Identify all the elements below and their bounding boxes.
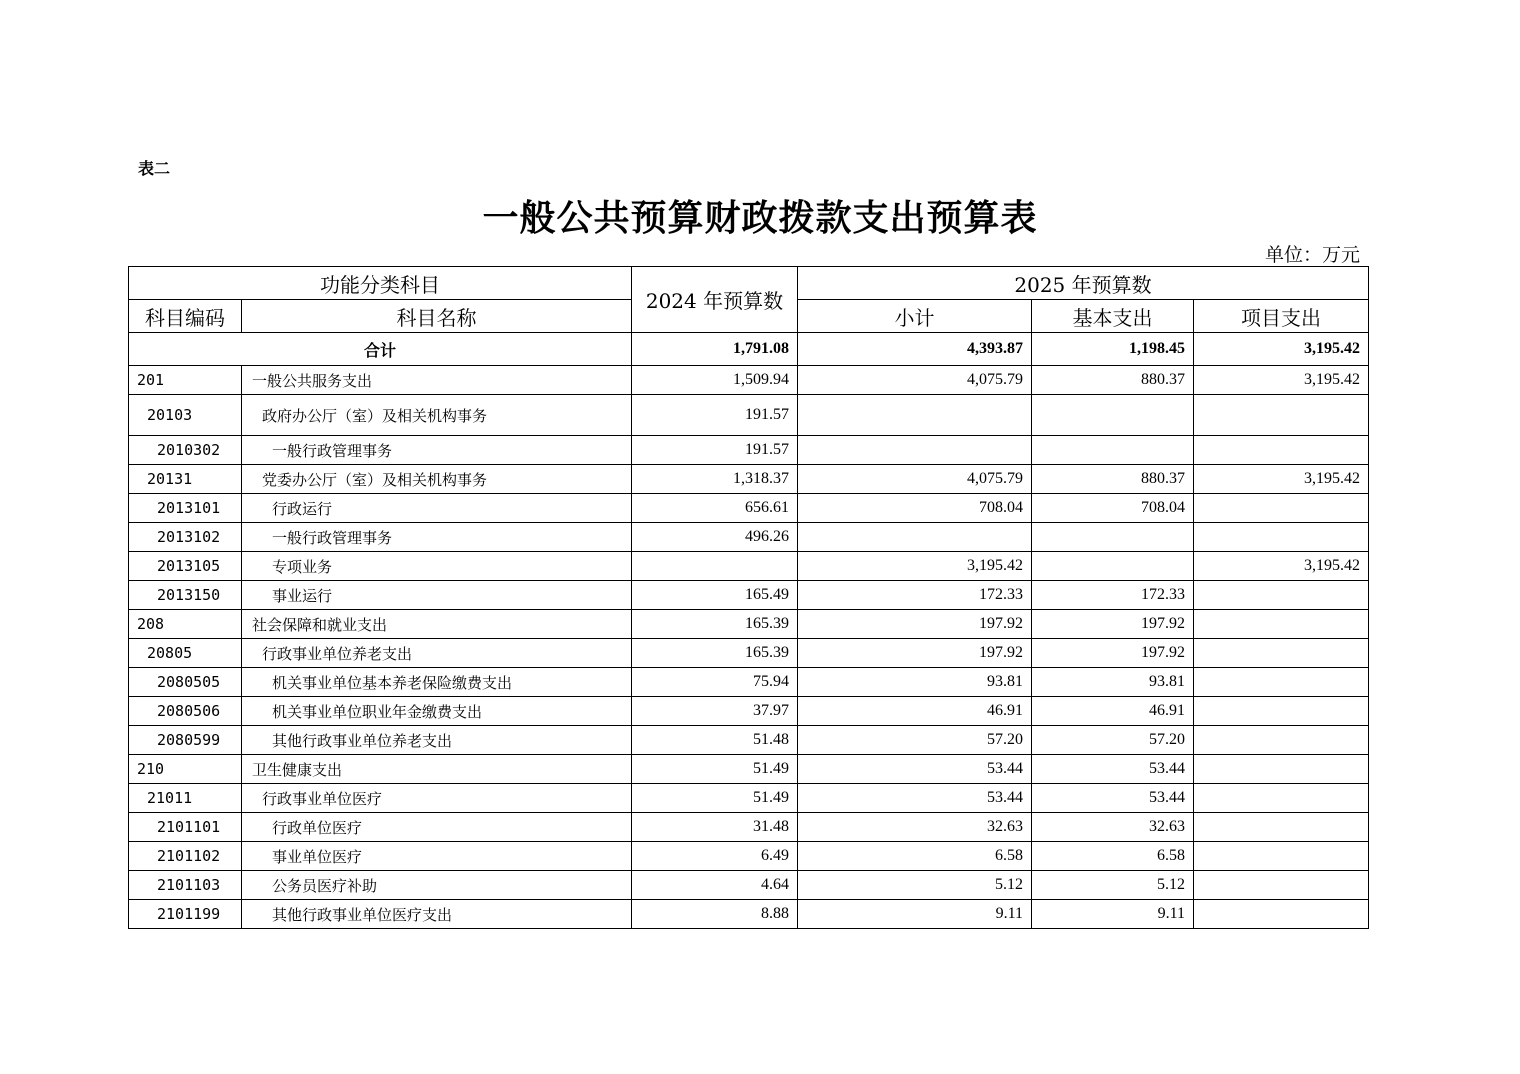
row-budget-2024: 8.88 (632, 900, 798, 929)
row-subtotal: 46.91 (798, 697, 1032, 726)
row-project (1194, 436, 1369, 465)
row-code: 20103 (129, 395, 242, 436)
row-basic: 32.63 (1032, 813, 1194, 842)
row-subtotal: 4,075.79 (798, 366, 1032, 395)
header-name: 科目名称 (242, 300, 632, 333)
total-subtotal: 4,393.87 (798, 333, 1032, 366)
row-basic: 880.37 (1032, 465, 1194, 494)
budget-table (128, 266, 1369, 929)
row-name: 政府办公厅（室）及相关机构事务 (242, 395, 632, 436)
row-name: 行政事业单位医疗 (242, 784, 632, 813)
table-row (129, 813, 1369, 842)
row-budget-2024: 75.94 (632, 668, 798, 697)
header-budget-2025: 2025 年预算数 (798, 267, 1369, 300)
row-project (1194, 494, 1369, 523)
header-subtotal: 小计 (798, 300, 1032, 333)
row-code: 2101199 (129, 900, 242, 929)
row-project: 3,195.42 (1194, 366, 1369, 395)
header-project: 项目支出 (1194, 300, 1369, 333)
row-basic: 172.33 (1032, 581, 1194, 610)
total-project: 3,195.42 (1194, 333, 1369, 366)
row-name: 党委办公厅（室）及相关机构事务 (242, 465, 632, 494)
row-project (1194, 871, 1369, 900)
row-subtotal: 9.11 (798, 900, 1032, 929)
row-name: 卫生健康支出 (242, 755, 632, 784)
row-project (1194, 842, 1369, 871)
row-budget-2024: 496.26 (632, 523, 798, 552)
row-project (1194, 668, 1369, 697)
row-basic (1032, 436, 1194, 465)
row-name: 其他行政事业单位养老支出 (242, 726, 632, 755)
row-code: 208 (129, 610, 242, 639)
row-name: 行政单位医疗 (242, 813, 632, 842)
row-subtotal: 32.63 (798, 813, 1032, 842)
row-code: 20805 (129, 639, 242, 668)
row-basic: 708.04 (1032, 494, 1194, 523)
table-row (129, 610, 1369, 639)
table-row (129, 900, 1369, 929)
row-budget-2024: 51.48 (632, 726, 798, 755)
total-label: 合计 (129, 333, 632, 366)
row-project (1194, 813, 1369, 842)
row-code: 2080505 (129, 668, 242, 697)
row-name: 机关事业单位职业年金缴费支出 (242, 697, 632, 726)
row-code: 2013101 (129, 494, 242, 523)
row-subtotal: 3,195.42 (798, 552, 1032, 581)
table-row (129, 639, 1369, 668)
table-row (129, 726, 1369, 755)
row-project (1194, 581, 1369, 610)
row-name: 其他行政事业单位医疗支出 (242, 900, 632, 929)
row-basic: 880.37 (1032, 366, 1194, 395)
row-code: 2013102 (129, 523, 242, 552)
row-code: 2080599 (129, 726, 242, 755)
row-basic: 93.81 (1032, 668, 1194, 697)
row-name: 社会保障和就业支出 (242, 610, 632, 639)
row-budget-2024: 656.61 (632, 494, 798, 523)
row-basic: 9.11 (1032, 900, 1194, 929)
table-row (129, 366, 1369, 395)
page-title: 一般公共预算财政拨款支出预算表 (482, 197, 1038, 239)
table-row (129, 668, 1369, 697)
row-budget-2024: 165.39 (632, 610, 798, 639)
row-project (1194, 900, 1369, 929)
row-subtotal: 5.12 (798, 871, 1032, 900)
row-project (1194, 395, 1369, 436)
row-subtotal: 708.04 (798, 494, 1032, 523)
row-subtotal (798, 436, 1032, 465)
header-code: 科目编码 (129, 300, 242, 333)
table-row (129, 581, 1369, 610)
row-basic: 6.58 (1032, 842, 1194, 871)
row-budget-2024: 51.49 (632, 755, 798, 784)
row-budget-2024: 4.64 (632, 871, 798, 900)
row-subtotal: 4,075.79 (798, 465, 1032, 494)
row-subtotal (798, 523, 1032, 552)
row-basic (1032, 523, 1194, 552)
row-subtotal: 53.44 (798, 784, 1032, 813)
table-row (129, 871, 1369, 900)
row-name: 专项业务 (242, 552, 632, 581)
row-code: 21011 (129, 784, 242, 813)
row-budget-2024: 1,509.94 (632, 366, 798, 395)
row-name: 行政运行 (242, 494, 632, 523)
table-row (129, 523, 1369, 552)
table-row (129, 784, 1369, 813)
row-budget-2024: 6.49 (632, 842, 798, 871)
row-basic: 57.20 (1032, 726, 1194, 755)
row-code: 2101103 (129, 871, 242, 900)
row-project (1194, 726, 1369, 755)
row-subtotal: 93.81 (798, 668, 1032, 697)
row-project (1194, 610, 1369, 639)
total-basic: 1,198.45 (1032, 333, 1194, 366)
table-label: 表二 (138, 159, 171, 178)
row-budget-2024: 31.48 (632, 813, 798, 842)
total-row (129, 333, 1369, 366)
table-row (129, 436, 1369, 465)
row-code: 2080506 (129, 697, 242, 726)
table-row (129, 755, 1369, 784)
table-row (129, 494, 1369, 523)
row-name: 行政事业单位养老支出 (242, 639, 632, 668)
row-project (1194, 697, 1369, 726)
row-basic (1032, 395, 1194, 436)
row-project (1194, 639, 1369, 668)
header-budget-2024: 2024 年预算数 (632, 267, 798, 333)
table-row (129, 465, 1369, 494)
row-subtotal (798, 395, 1032, 436)
row-basic: 197.92 (1032, 639, 1194, 668)
row-budget-2024: 51.49 (632, 784, 798, 813)
row-code: 2101102 (129, 842, 242, 871)
table-row (129, 395, 1369, 436)
row-basic: 46.91 (1032, 697, 1194, 726)
row-code: 2013150 (129, 581, 242, 610)
row-name: 一般行政管理事务 (242, 523, 632, 552)
row-budget-2024: 1,318.37 (632, 465, 798, 494)
row-project: 3,195.42 (1194, 552, 1369, 581)
row-basic (1032, 552, 1194, 581)
row-basic: 53.44 (1032, 784, 1194, 813)
unit-label: 单位：万元 (1264, 244, 1360, 266)
row-name: 机关事业单位基本养老保险缴费支出 (242, 668, 632, 697)
row-subtotal: 57.20 (798, 726, 1032, 755)
row-budget-2024: 165.39 (632, 639, 798, 668)
header-func-group: 功能分类科目 (129, 267, 632, 300)
row-code: 2101101 (129, 813, 242, 842)
row-code: 210 (129, 755, 242, 784)
row-basic: 197.92 (1032, 610, 1194, 639)
row-code: 2010302 (129, 436, 242, 465)
header-basic: 基本支出 (1032, 300, 1194, 333)
row-budget-2024: 191.57 (632, 436, 798, 465)
row-name: 事业单位医疗 (242, 842, 632, 871)
row-subtotal: 197.92 (798, 639, 1032, 668)
row-basic: 5.12 (1032, 871, 1194, 900)
row-name: 一般公共服务支出 (242, 366, 632, 395)
row-subtotal: 53.44 (798, 755, 1032, 784)
row-code: 201 (129, 366, 242, 395)
table-row (129, 552, 1369, 581)
table-row (129, 697, 1369, 726)
row-subtotal: 172.33 (798, 581, 1032, 610)
row-code: 2013105 (129, 552, 242, 581)
row-budget-2024: 191.57 (632, 395, 798, 436)
table-row (129, 842, 1369, 871)
row-budget-2024: 165.49 (632, 581, 798, 610)
row-budget-2024: 37.97 (632, 697, 798, 726)
row-name: 一般行政管理事务 (242, 436, 632, 465)
row-basic: 53.44 (1032, 755, 1194, 784)
total-2024: 1,791.08 (632, 333, 798, 366)
row-budget-2024 (632, 552, 798, 581)
row-project (1194, 755, 1369, 784)
row-project (1194, 523, 1369, 552)
row-subtotal: 6.58 (798, 842, 1032, 871)
row-subtotal: 197.92 (798, 610, 1032, 639)
row-code: 20131 (129, 465, 242, 494)
row-name: 事业运行 (242, 581, 632, 610)
row-project (1194, 784, 1369, 813)
row-project: 3,195.42 (1194, 465, 1369, 494)
row-name: 公务员医疗补助 (242, 871, 632, 900)
